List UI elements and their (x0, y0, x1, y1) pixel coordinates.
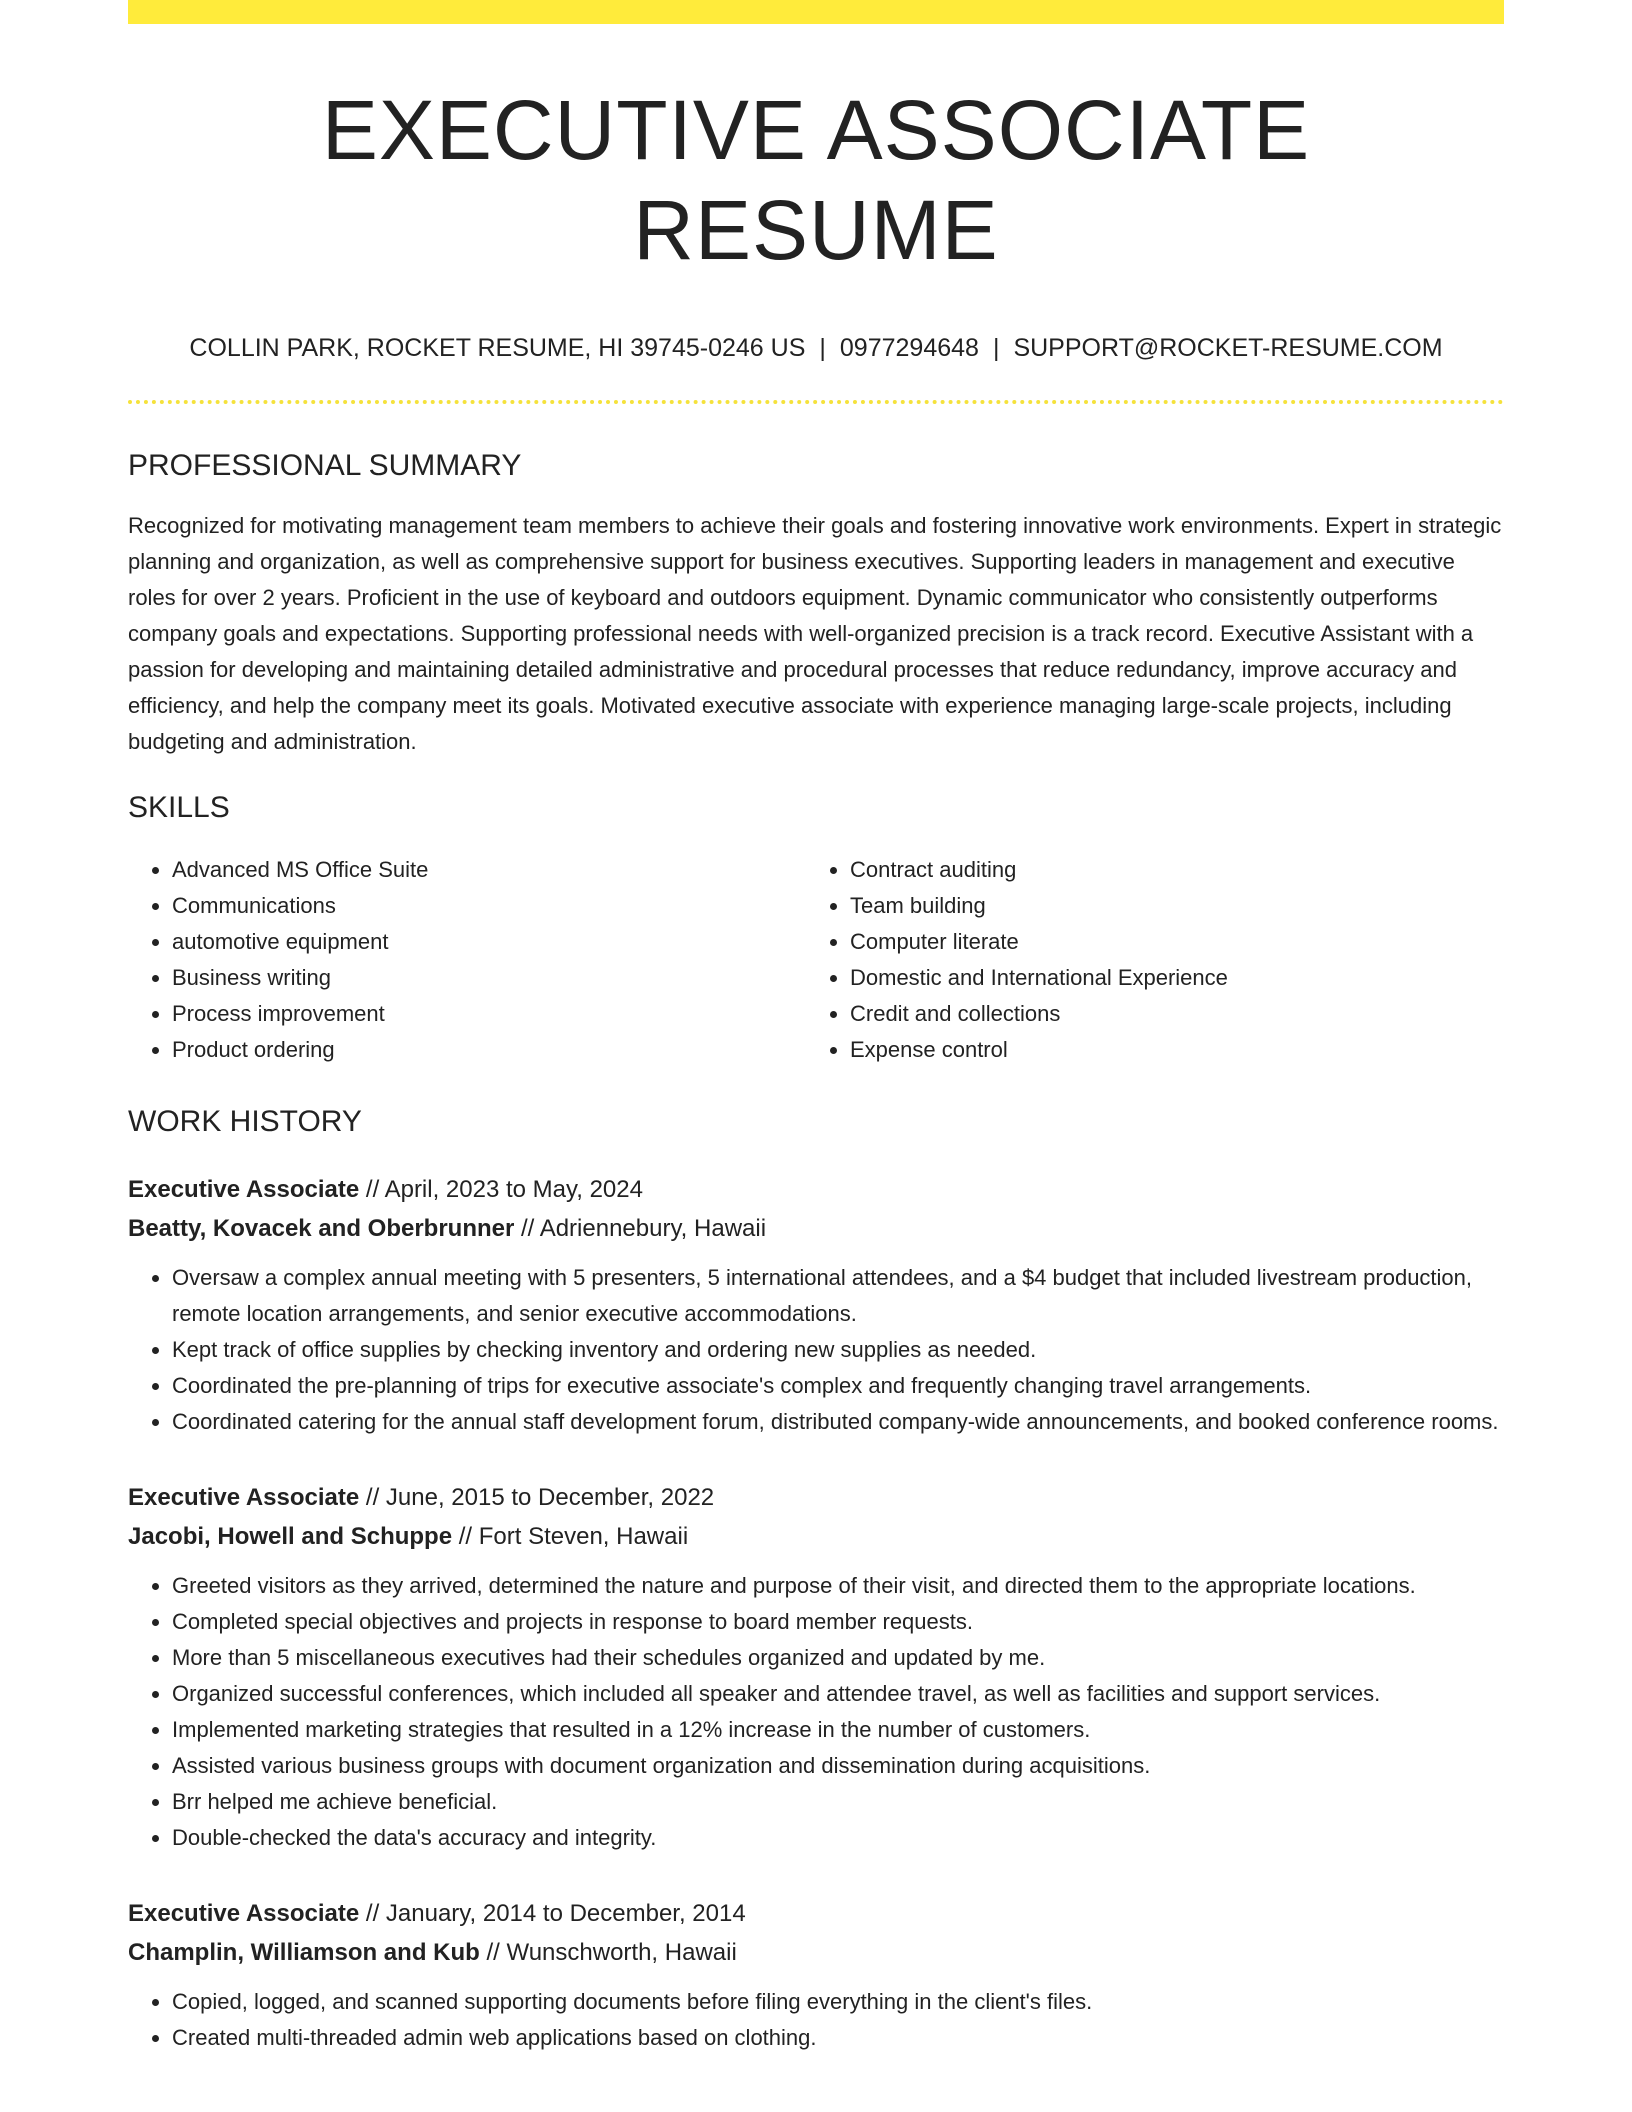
work-history-heading: WORK HISTORY (128, 1105, 362, 1138)
job-role: Executive Associate (128, 1176, 360, 1203)
job-bullet: • Created multi-threaded admin web applications based on clothing. (172, 2020, 1504, 2056)
contact-line (128, 332, 1504, 364)
contact-separator: | (992, 334, 1000, 362)
skills-column-left (128, 852, 806, 1068)
job-bullets (128, 1260, 1504, 1440)
skill-item: • Communications (172, 888, 806, 924)
job-company-line (128, 1209, 1504, 1248)
job-title-line (128, 1478, 1504, 1517)
job-entry (128, 1894, 1504, 2056)
job-role: Executive Associate (128, 1900, 360, 1927)
skill-item: • Advanced MS Office Suite (172, 852, 806, 888)
contact-address: COLLIN PARK, ROCKET RESUME, HI 39745-0246 US (189, 334, 806, 362)
job-bullets (128, 1984, 1504, 2056)
job-company: Beatty, Kovacek and Oberbrunner (128, 1215, 515, 1242)
contact-email: SUPPORT@ROCKET-RESUME.COM (1013, 334, 1443, 362)
job-title-line (128, 1170, 1504, 1209)
job-company: Champlin, Williamson and Kub (128, 1939, 480, 1966)
skill-item: • Product ordering (172, 1032, 806, 1068)
job-company-line (128, 1517, 1504, 1556)
skills-list (128, 852, 1504, 1068)
job-location: // Adriennebury, Hawaii (521, 1215, 767, 1242)
job-bullet: • Implemented marketing strategies that resulted in a 12% increase in the number of customers. (172, 1712, 1504, 1748)
job-company-line (128, 1933, 1504, 1972)
job-bullet: • Coordinated the pre-planning of trips for executive associate's complex and frequently changing travel arrangements. (172, 1368, 1504, 1404)
job-location: // Wunschworth, Hawaii (486, 1939, 737, 1966)
skill-item: • Business writing (172, 960, 806, 996)
summary-text: Recognized for motivating management team members to achieve their goals and fostering innovative work environments. Expert in strategic planning and organization, as well as comprehensive support for business executives. Supporting leaders in management and executive roles for over 2 years. Proficient in the use of keyboard and outdoors equipment. Dynamic communicator who consistently outperforms company goals and expectations. Supporting professional needs with well-organized precision is a track record. Executive Assistant with a passion for developing and maintaining detailed administrative and procedural processes that reduce redundancy, improve accuracy and efficiency, and help the company meet its goals. Motivated executive associate with experience managing large-scale projects, including budgeting and administration. (128, 513, 1502, 754)
job-entry (128, 1170, 1504, 1440)
skill-item: • automotive equipment (172, 924, 806, 960)
job-bullet: • Greeted visitors as they arrived, determined the nature and purpose of their visit, and directed them to the appropriate locations. (172, 1568, 1504, 1604)
job-bullet: • Oversaw a complex annual meeting with 5 presenters, 5 international attendees, and a $4 budget that included livestream production, remote location arrangements, and senior executive accommodations. (172, 1260, 1504, 1332)
dotted-divider (128, 400, 1504, 404)
skill-item: • Process improvement (172, 996, 806, 1032)
job-location: // Fort Steven, Hawaii (458, 1523, 689, 1550)
contact-phone: 0977294648 (839, 334, 979, 362)
contact-separator: | (819, 334, 826, 362)
job-dates: // January, 2014 to December, 2014 (365, 1900, 746, 1927)
job-bullet: • Assisted various business groups with document organization and dissemination during acquisitions. (172, 1748, 1504, 1784)
job-bullet: • Copied, logged, and scanned supporting documents before filing everything in the client's files. (172, 1984, 1504, 2020)
job-company: Jacobi, Howell and Schuppe (128, 1523, 453, 1550)
summary-heading: PROFESSIONAL SUMMARY (128, 449, 522, 482)
skills-column-right (806, 852, 1484, 1068)
job-entry (128, 1478, 1504, 1856)
skill-item: • Contract auditing (850, 852, 1484, 888)
job-bullet: • Double-checked the data's accuracy and integrity. (172, 1820, 1504, 1856)
job-dates: // June, 2015 to December, 2022 (365, 1484, 715, 1511)
skill-item: • Computer literate (850, 924, 1484, 960)
skill-item: • Team building (850, 888, 1484, 924)
job-role: Executive Associate (128, 1484, 360, 1511)
skill-item: • Domestic and International Experience (850, 960, 1484, 996)
resume-content (128, 0, 1504, 2056)
job-bullet: • Brr helped me achieve beneficial. (172, 1784, 1504, 1820)
skill-item: • Credit and collections (850, 996, 1484, 1032)
job-bullet: • More than 5 miscellaneous executives had their schedules organized and updated by me. (172, 1640, 1504, 1676)
job-bullets (128, 1568, 1504, 1856)
job-bullet: • Organized successful conferences, which included all speaker and attendee travel, as well as facilities and support services. (172, 1676, 1504, 1712)
job-bullet: • Kept track of office supplies by checking inventory and ordering new supplies as needed. (172, 1332, 1504, 1368)
job-title-line (128, 1894, 1504, 1933)
job-bullet: • Completed special objectives and projects in response to board member requests. (172, 1604, 1504, 1640)
resume-title: EXECUTIVE ASSOCIATE RESUME (321, 83, 1311, 277)
skill-item: • Expense control (850, 1032, 1484, 1068)
job-bullet: • Coordinated catering for the annual staff development forum, distributed company-wide announcements, and booked conference rooms. (172, 1404, 1504, 1440)
skills-heading: SKILLS (128, 791, 230, 824)
job-dates: // April, 2023 to May, 2024 (365, 1176, 643, 1203)
